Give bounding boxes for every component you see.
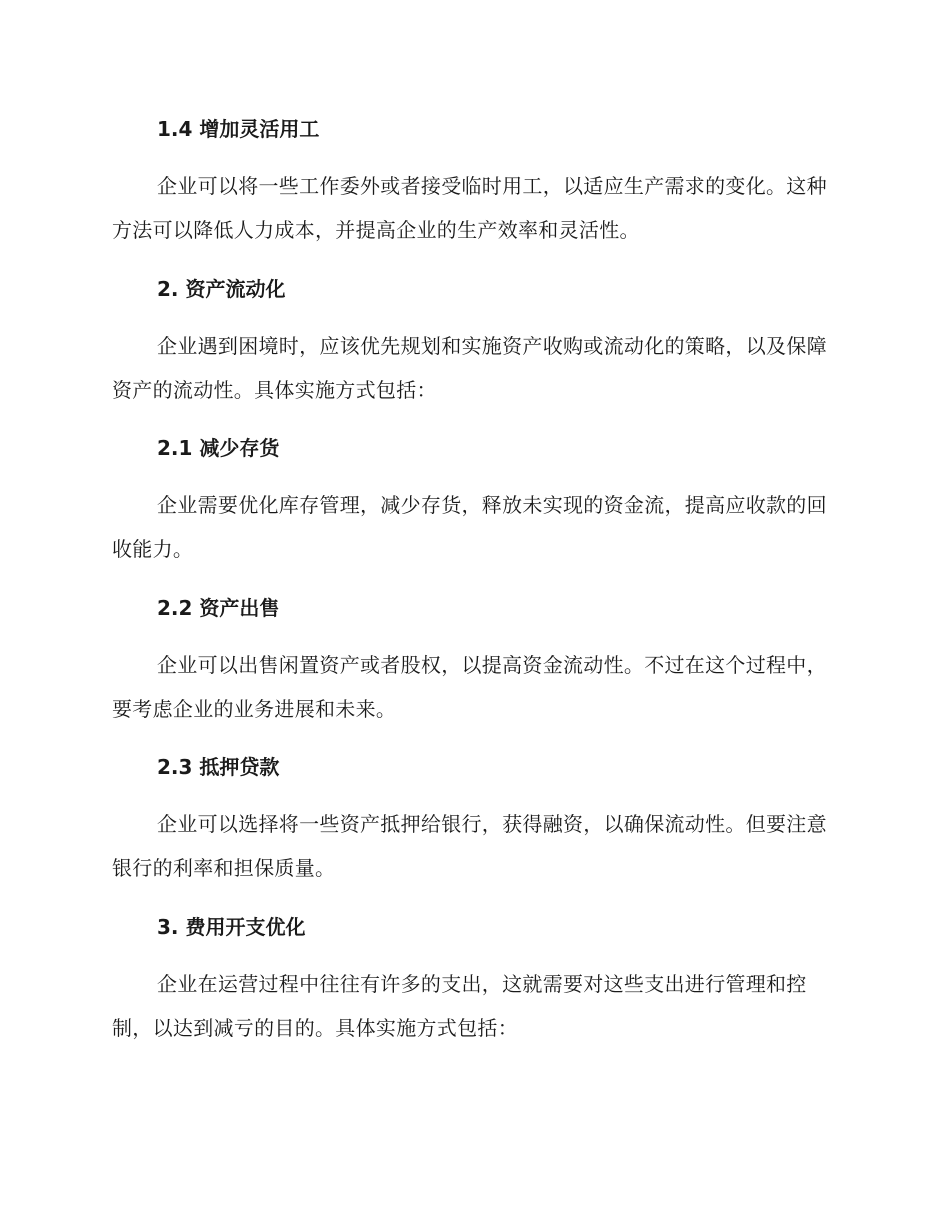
section-heading-1-4: 1.4 增加灵活用工 xyxy=(157,117,320,141)
paragraph-asset-sale: 企业可以出售闲置资产或者股权，以提高资金流动性。不过在这个过程中，要考虑企业的业务进展和未来。 xyxy=(112,653,827,721)
section-heading-2-2: 2.2 资产出售 xyxy=(157,596,280,620)
section-heading-2-3: 2.3 抵押贷款 xyxy=(157,755,280,779)
paragraph-asset-liquidity: 企业遇到困境时，应该优先规划和实施资产收购或流动化的策略，以及保障资产的流动性。具体实施方式包括： xyxy=(112,334,827,402)
paragraph-expense-optimization: 企业在运营过程中往往有许多的支出，这就需要对这些支出进行管理和控制，以达到减亏的目的。具体实施方式包括： xyxy=(112,972,807,1040)
paragraph-flexible-labor: 企业可以将一些工作委外或者接受临时用工，以适应生产需求的变化。这种方法可以降低人力成本，并提高企业的生产效率和灵活性。 xyxy=(112,174,827,242)
paragraph-reduce-inventory: 企业需要优化库存管理，减少存货，释放未实现的资金流，提高应收款的回收能力。 xyxy=(112,493,827,561)
section-heading-3: 3. 费用开支优化 xyxy=(157,915,306,939)
paragraph-mortgage-loan: 企业可以选择将一些资产抵押给银行，获得融资，以确保流动性。但要注意银行的利率和担保质量。 xyxy=(112,812,827,880)
section-heading-2-1: 2.1 减少存货 xyxy=(157,436,280,460)
section-heading-2: 2. 资产流动化 xyxy=(157,277,286,301)
